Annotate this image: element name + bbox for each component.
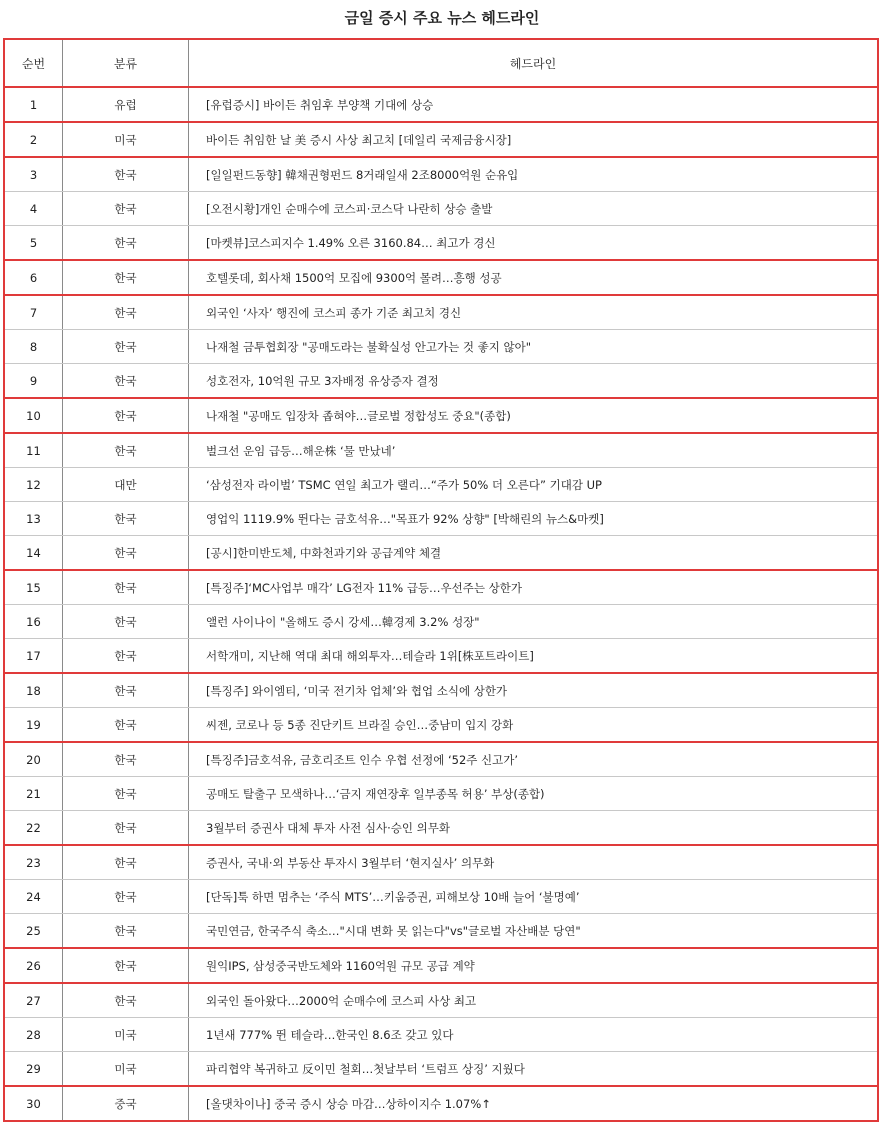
row-headline: 성호전자, 10억원 규모 3자배정 유상증자 결정 <box>189 364 879 399</box>
row-number: 17 <box>4 639 63 674</box>
row-category: 한국 <box>63 983 189 1018</box>
row-category: 한국 <box>63 708 189 743</box>
row-number: 5 <box>4 226 63 261</box>
row-headline: [특징주] 와이엠티, ‘미국 전기차 업체’와 협업 소식에 상한가 <box>189 673 879 708</box>
row-headline: 나재철 "공매도 입장차 좁혀야…글로벌 정합성도 중요"(종합) <box>189 398 879 433</box>
row-number: 2 <box>4 122 63 157</box>
row-headline: 벌크선 운임 급등…해운株 ‘물 만났네’ <box>189 433 879 468</box>
row-number: 22 <box>4 811 63 846</box>
table-row <box>4 330 878 364</box>
row-category: 한국 <box>63 260 189 295</box>
row-category: 한국 <box>63 295 189 330</box>
table-row <box>4 880 878 914</box>
row-headline: ‘삼성전자 라이벌’ TSMC 연일 최고가 랠리…“주가 50% 더 오른다” 기대감 UP <box>189 468 879 502</box>
row-number: 6 <box>4 260 63 295</box>
table-row <box>4 398 878 433</box>
row-number: 13 <box>4 502 63 536</box>
table-row <box>4 914 878 949</box>
row-category: 한국 <box>63 502 189 536</box>
table-row <box>4 811 878 846</box>
row-number: 29 <box>4 1052 63 1087</box>
row-number: 16 <box>4 605 63 639</box>
row-category: 한국 <box>63 433 189 468</box>
row-number: 28 <box>4 1018 63 1052</box>
table-row <box>4 260 878 295</box>
row-number: 20 <box>4 742 63 777</box>
row-category: 중국 <box>63 1086 189 1121</box>
table-row <box>4 983 878 1018</box>
row-headline: [특징주]‘MC사업부 매각’ LG전자 11% 급등…우선주는 상한가 <box>189 570 879 605</box>
row-headline: [마켓뷰]코스피지수 1.49% 오른 3160.84… 최고가 경신 <box>189 226 879 261</box>
row-number: 24 <box>4 880 63 914</box>
row-number: 21 <box>4 777 63 811</box>
table-row <box>4 1018 878 1052</box>
row-number: 7 <box>4 295 63 330</box>
row-category: 한국 <box>63 605 189 639</box>
row-category: 대만 <box>63 468 189 502</box>
row-number: 14 <box>4 536 63 571</box>
table-row <box>4 536 878 571</box>
row-number: 12 <box>4 468 63 502</box>
row-headline: 서학개미, 지난해 역대 최대 해외투자…테슬라 1위[株포트라이트] <box>189 639 879 674</box>
row-category: 한국 <box>63 364 189 399</box>
row-category: 한국 <box>63 742 189 777</box>
row-category: 한국 <box>63 948 189 983</box>
row-headline: 영업익 1119.9% 뛴다는 금호석유…"목표가 92% 상향" [박해린의 뉴스&마켓] <box>189 502 879 536</box>
row-number: 3 <box>4 157 63 192</box>
row-headline: [단독]툭 하면 멈추는 ‘주식 MTS’…키움증권, 피해보상 10배 늘어 ‘불명예’ <box>189 880 879 914</box>
column-header-headline: 헤드라인 <box>189 39 879 87</box>
table-row <box>4 742 878 777</box>
table-row <box>4 708 878 743</box>
row-number: 1 <box>4 87 63 122</box>
column-header-number: 순번 <box>4 39 63 87</box>
row-category: 미국 <box>63 122 189 157</box>
table-row <box>4 605 878 639</box>
row-headline: 국민연금, 한국주식 축소…"시대 변화 못 읽는다"vs"글로벌 자산배분 당연" <box>189 914 879 949</box>
row-number: 9 <box>4 364 63 399</box>
row-headline: 파리협약 복귀하고 反이민 철회…첫날부터 ‘트럼프 상징’ 지웠다 <box>189 1052 879 1087</box>
row-category: 미국 <box>63 1052 189 1087</box>
table-row <box>4 295 878 330</box>
table-row <box>4 87 878 122</box>
row-headline: 바이든 취임한 날 美 증시 사상 최고치 [데일리 국제금융시장] <box>189 122 879 157</box>
table-row <box>4 226 878 261</box>
row-number: 27 <box>4 983 63 1018</box>
row-category: 유럽 <box>63 87 189 122</box>
column-header-category: 분류 <box>63 39 189 87</box>
row-number: 11 <box>4 433 63 468</box>
row-number: 4 <box>4 192 63 226</box>
table-row <box>4 673 878 708</box>
table-row <box>4 948 878 983</box>
table-row <box>4 192 878 226</box>
row-headline: [오전시황]개인 순매수에 코스피·코스닥 나란히 상승 출발 <box>189 192 879 226</box>
table-row <box>4 1086 878 1121</box>
table-row <box>4 639 878 674</box>
row-number: 18 <box>4 673 63 708</box>
row-category: 한국 <box>63 330 189 364</box>
row-headline: 공매도 탈출구 모색하나…‘금지 재연장후 일부종목 허용’ 부상(종합) <box>189 777 879 811</box>
table-row <box>4 502 878 536</box>
table-header-row <box>4 39 878 87</box>
row-category: 한국 <box>63 398 189 433</box>
table-row <box>4 845 878 880</box>
row-headline: 3월부터 증권사 대체 투자 사전 심사·승인 의무화 <box>189 811 879 846</box>
row-number: 26 <box>4 948 63 983</box>
row-headline: 앨런 사이나이 "올해도 증시 강세…韓경제 3.2% 성장" <box>189 605 879 639</box>
row-headline: [일일펀드동향] 韓채권형펀드 8거래일새 2조8000억원 순유입 <box>189 157 879 192</box>
row-category: 한국 <box>63 845 189 880</box>
row-number: 25 <box>4 914 63 949</box>
table-row <box>4 364 878 399</box>
row-category: 한국 <box>63 914 189 949</box>
row-category: 한국 <box>63 639 189 674</box>
table-row <box>4 570 878 605</box>
row-category: 한국 <box>63 777 189 811</box>
row-number: 23 <box>4 845 63 880</box>
row-category: 한국 <box>63 536 189 571</box>
row-headline: 호텔롯데, 회사채 1500억 모집에 9300억 몰려…흥행 성공 <box>189 260 879 295</box>
row-headline: 1년새 777% 뛴 테슬라…한국인 8.6조 갖고 있다 <box>189 1018 879 1052</box>
row-number: 10 <box>4 398 63 433</box>
row-headline: 외국인 ‘사자’ 행진에 코스피 종가 기준 최고치 경신 <box>189 295 879 330</box>
row-headline: [특징주]금호석유, 금호리조트 인수 우협 선정에 ‘52주 신고가’ <box>189 742 879 777</box>
row-number: 15 <box>4 570 63 605</box>
row-headline: 증권사, 국내·외 부동산 투자시 3월부터 ‘현지실사’ 의무화 <box>189 845 879 880</box>
row-category: 미국 <box>63 1018 189 1052</box>
row-category: 한국 <box>63 570 189 605</box>
row-number: 8 <box>4 330 63 364</box>
headline-table <box>3 38 879 1122</box>
row-headline: 원익IPS, 삼성중국반도체와 1160억원 규모 공급 계약 <box>189 948 879 983</box>
table-row <box>4 122 878 157</box>
row-category: 한국 <box>63 811 189 846</box>
row-category: 한국 <box>63 226 189 261</box>
row-headline: [유럽증시] 바이든 취임후 부양책 기대에 상승 <box>189 87 879 122</box>
row-category: 한국 <box>63 880 189 914</box>
row-headline: [올댓차이나] 중국 증시 상승 마감…상하이지수 1.07%↑ <box>189 1086 879 1121</box>
table-row <box>4 468 878 502</box>
row-category: 한국 <box>63 192 189 226</box>
page-title: 금일 증시 주요 뉴스 헤드라인 <box>344 9 540 27</box>
row-headline: 외국인 돌아왔다…2000억 순매수에 코스피 사상 최고 <box>189 983 879 1018</box>
table-row <box>4 433 878 468</box>
row-headline: 씨젠, 코로나 등 5종 진단키트 브라질 승인…중남미 입지 강화 <box>189 708 879 743</box>
row-category: 한국 <box>63 673 189 708</box>
row-headline: [공시]한미반도체, 中화천과기와 공급계약 체결 <box>189 536 879 571</box>
row-number: 30 <box>4 1086 63 1121</box>
row-headline: 나재철 금투협회장 "공매도라는 불확실성 안고가는 것 좋지 않아" <box>189 330 879 364</box>
row-number: 19 <box>4 708 63 743</box>
table-row <box>4 157 878 192</box>
table-row <box>4 1052 878 1087</box>
table-row <box>4 777 878 811</box>
row-category: 한국 <box>63 157 189 192</box>
